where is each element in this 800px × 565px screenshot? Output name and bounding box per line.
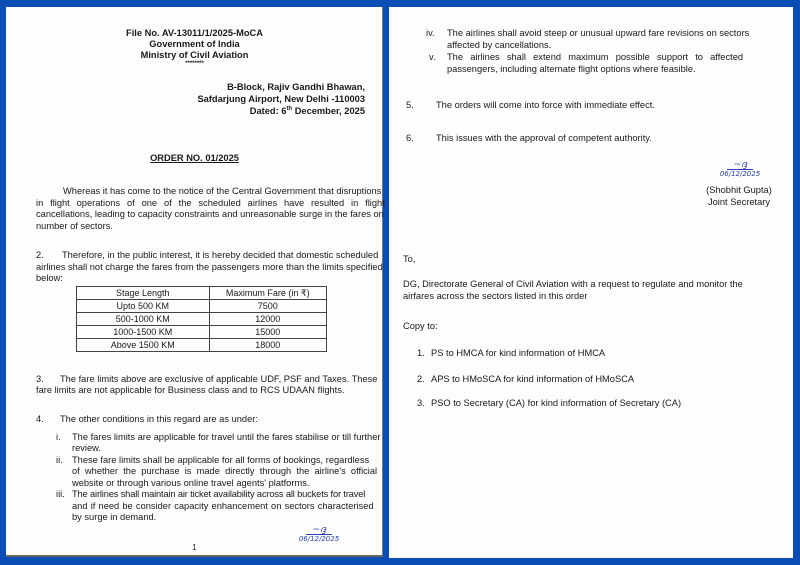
- column-header-maximum-fare: Maximum Fare (in ₹): [209, 287, 327, 300]
- signature-mark: ~ദ്ദ: [727, 161, 752, 170]
- para1-line: Whereas it has come to the notice of the Central Government that disruptions: [63, 186, 382, 196]
- document-page-1: [6, 7, 383, 557]
- document-page-2: [389, 7, 793, 558]
- condition-line: affected by cancellations.: [447, 40, 552, 50]
- para1-line: cancellations, leading to capacity constraints and unreasonable surge in the fares on: [36, 209, 384, 219]
- maximum-fare-cell: 12000: [209, 313, 327, 326]
- table-row: [77, 313, 327, 326]
- signature-mark: ~ദ്ദ: [306, 526, 331, 535]
- condition-line: passengers, including alternate flight options where feasible.: [447, 64, 696, 74]
- separator: ********: [185, 61, 204, 67]
- maximum-fare-cell: 15000: [209, 326, 327, 339]
- condition-line: These fare limits shall be applicable for all forms of bookings, regardless: [72, 455, 370, 465]
- table-row: [77, 300, 327, 313]
- page-number: 1: [192, 543, 197, 552]
- para4-number: 4.: [36, 414, 44, 424]
- copy-to-number: 2.: [417, 374, 425, 384]
- condition-line: by surge in demand.: [72, 512, 157, 522]
- table-row: [77, 326, 327, 339]
- fare-limits-table: [76, 286, 327, 352]
- signature-date: 06/12/2025: [719, 170, 761, 178]
- para3-line: fare limits are not applicable for Business class and to RCS UDAAN flights.: [36, 385, 345, 395]
- initials-signature: [284, 526, 354, 543]
- condition-line: of whether the purchase is made directly through the airline's official: [72, 466, 378, 476]
- condition-number: i.: [56, 432, 61, 442]
- para5-number: 5.: [406, 100, 414, 110]
- column-header-stage-length: Stage Length: [77, 287, 210, 300]
- condition-line: website or through various online travel agents' platforms.: [72, 478, 310, 488]
- copy-to-item: PSO to Secretary (CA) for kind information of Secretary (CA): [431, 398, 682, 408]
- stage-length-cell: Above 1500 KM: [77, 339, 210, 352]
- para2-line: below:: [36, 273, 63, 283]
- copy-to-number: 3.: [417, 398, 425, 408]
- maximum-fare-cell: 7500: [209, 300, 327, 313]
- table-header-row: [77, 287, 327, 300]
- condition-line: The airlines shall extend maximum possible support to affected: [447, 52, 744, 62]
- to-recipient-line: DG, Directorate General of Civil Aviation with a request to regulate and monitor the: [403, 279, 743, 289]
- stage-length-cell: 500-1000 KM: [77, 313, 210, 326]
- copy-to-item: PS to HMCA for kind information of HMCA: [431, 348, 606, 358]
- copy-to-number: 1.: [417, 348, 425, 358]
- signatory-designation: Joint Secretary: [707, 197, 770, 207]
- signature-date: 06/12/2025: [298, 535, 340, 543]
- table-row: [77, 339, 327, 352]
- condition-number: ii.: [56, 455, 63, 465]
- para6-number: 6.: [406, 133, 414, 143]
- signatory-name: (Shobhit Gupta): [706, 185, 772, 195]
- copy-to-item: APS to HMoSCA for kind information of HMoSCA: [431, 374, 635, 384]
- para4-intro: The other conditions in this regard are as under:: [60, 414, 258, 424]
- para3-number: 3.: [36, 374, 44, 384]
- para5-text: The orders will come into force with immediate effect.: [436, 100, 655, 110]
- file-number: File No. AV-13011/1/2025-MoCA: [126, 28, 263, 38]
- government-label: Government of India: [149, 39, 240, 49]
- para6-text: This issues with the approval of competent authority.: [436, 133, 652, 143]
- para2-line: Therefore, in the public interest, it is hereby decided that domestic scheduled: [62, 250, 379, 260]
- joint-secretary-signature: [705, 161, 775, 178]
- address-line-2: Safdarjung Airport, New Delhi -110003: [197, 94, 365, 104]
- condition-line: The airlines shall avoid steep or unusual upward fare revisions on sectors: [447, 28, 750, 38]
- para1-line: number of sectors.: [36, 221, 113, 231]
- condition-line: review.: [72, 443, 101, 453]
- ministry-label: Ministry of Civil Aviation: [140, 50, 249, 60]
- order-title: ORDER NO. 01/2025: [150, 153, 239, 163]
- condition-line: The fares limits are applicable for travel until the fares stabilise or till further: [72, 432, 381, 442]
- to-label: To,: [403, 254, 416, 264]
- stage-length-cell: Upto 500 KM: [77, 300, 210, 313]
- address-line-1: B-Block, Rajiv Gandhi Bhawan,: [227, 82, 365, 92]
- maximum-fare-cell: 18000: [209, 339, 327, 352]
- condition-number: v.: [429, 52, 436, 62]
- condition-number: iii.: [56, 489, 65, 499]
- condition-number: iv.: [426, 28, 435, 38]
- para3-line: The fare limits above are exclusive of applicable UDF, PSF and Taxes. These: [60, 374, 378, 384]
- condition-line: The airlines shall maintain air ticket availability across all buckets for travel: [72, 489, 366, 499]
- copy-to-label: Copy to:: [403, 321, 438, 331]
- dated-line: Dated: 6th December, 2025: [249, 105, 365, 116]
- para1-line: in flight operations of one of the scheduled airlines have resulted in flight: [36, 198, 385, 208]
- to-recipient-line: airfares across the sectors listed in this order: [403, 291, 588, 301]
- para2-line: airlines shall not charge the fares from the passengers more than the limits specified: [36, 262, 383, 272]
- stage-length-cell: 1000-1500 KM: [77, 326, 210, 339]
- para2-number: 2.: [36, 250, 44, 260]
- condition-line: and if need be consider capacity enhancement on sectors characterised: [72, 501, 374, 511]
